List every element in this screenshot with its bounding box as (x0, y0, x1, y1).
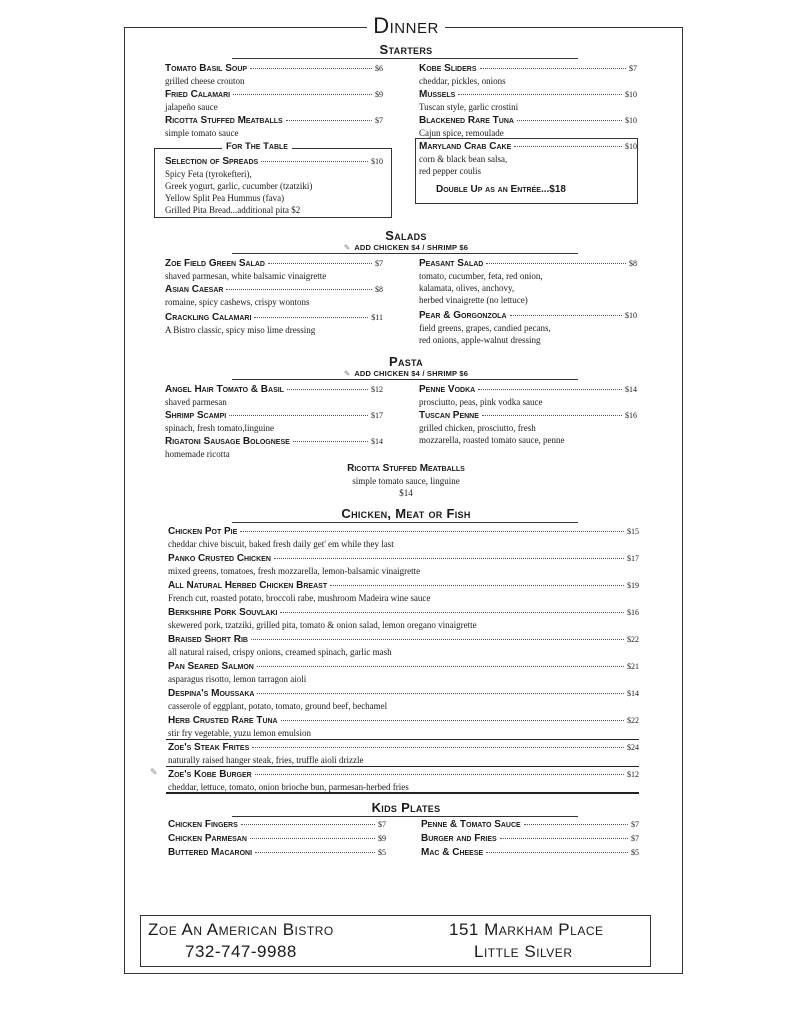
menu-item: Braised Short Rib $22 all natural raised, crispy onions, creamed spinach, garlic mash (168, 634, 639, 657)
menu-item: Penne & Tomato Sauce $7 (421, 819, 639, 830)
menu-item: Tuscan Penne $16 grilled chicken, prosciutto, fresh mozzarella, roasted tomato sauce, penne (419, 410, 637, 445)
menu-item: Fried Calamari $9 jalapeño sauce (165, 89, 383, 112)
menu-item: Blackened Rare Tuna $10 Cajun spice, remoulade (419, 115, 637, 138)
menu-item: Penne Vodka $14 prosciutto, peas, pink vodka sauce (419, 384, 637, 407)
pasta-center-item: Ricotta Stuffed Meatballs simple tomato sauce, linguine $14 (347, 463, 465, 498)
menu-item: Zoe Field Green Salad $7 shaved parmesan, white balsamic vinaigrette (165, 258, 383, 281)
menu-item: Shrimp Scampi $17 spinach, fresh tomato,linguine (165, 410, 383, 433)
starters-heading: Starters (379, 42, 433, 57)
menu-item: Zoe's Steak Frites $24 naturally raised hanger steak, fries, truffle aioli drizzle (168, 742, 639, 765)
menu-item: Chicken Parmesan $9 (168, 833, 386, 844)
restaurant-phone: 732-747-9988 (185, 942, 297, 961)
menu-item: Panko Crusted Chicken $17 mixed greens, tomatoes, fresh mozzarella, lemon-balsamic vinaigrette (168, 553, 639, 576)
chef-icon: ✎ (343, 369, 351, 378)
menu-item: Angel Hair Tomato & Basil $12 shaved parmesan (165, 384, 383, 407)
divider (166, 739, 639, 740)
menu-item: Zoe's Kobe Burger $12 cheddar, lettuce, tomato, onion brioche bun, parmesan-herbed fries (168, 769, 639, 792)
salads-heading: Salads (385, 228, 427, 243)
salads-rule (232, 253, 578, 254)
menu-item: Crackling Calamari $11 A Bistro classic, spicy miso lime dressing (165, 312, 383, 335)
mains-rule (232, 522, 578, 523)
menu-item: Berkshire Pork Souvlaki $16 skewered pork, tzatziki, grilled pita, tomato & onion salad, lemon oregano vinaigrette (168, 607, 639, 630)
menu-item: Pan Seared Salmon $21 asparagus risotto, lemon tarragon aioli (168, 661, 639, 684)
menu-item: Rigatoni Sausage Bolognese $14 homemade ricotta (165, 436, 383, 459)
pasta-note: ✎ ADD CHICKEN $4 / SHRIMP $6 (343, 369, 469, 378)
address-line-1: 151 Markham Place (449, 920, 604, 939)
restaurant-name: Zoe An American Bistro (148, 920, 334, 939)
menu-title-text: Dinner (367, 13, 445, 38)
for-the-table-label: For The Table (222, 141, 292, 152)
menu-item: Peasant Salad $8 tomato, cucumber, feta, red onion, kalamata, olives, anchovy, herbed vinaigrette (no lettuce) (419, 258, 637, 305)
menu-item: Tomato Basil Soup $6 grilled cheese crouton (165, 63, 383, 86)
chef-icon: ✎ (343, 243, 351, 252)
menu-item: Buttered Macaroni $5 (168, 847, 386, 858)
menu-item: Asian Caesar $8 romaine, spicy cashews, crispy wontons (165, 284, 383, 307)
menu-item: Pear & Gorgonzola $10 field greens, grapes, candied pecans, red onions, apple-walnut dressing (419, 310, 637, 345)
divider (166, 766, 639, 767)
divider (166, 792, 639, 794)
mains-heading: Chicken, Meat or Fish (341, 506, 471, 521)
menu-item: Despina's Moussaka $14 casserole of eggplant, potato, tomato, ground beef, bechamel (168, 688, 639, 711)
kids-rule (232, 816, 578, 817)
menu-title (0, 13, 812, 39)
menu-item: Ricotta Stuffed Meatballs $7 simple tomato sauce (165, 115, 383, 138)
menu-item: Mussels $10 Tuscan style, garlic crostini (419, 89, 637, 112)
menu-item: Selection of Spreads $10 Spicy Feta (tyrokefteri), Greek yogurt, garlic, cucumber (tzatziki) Yellow Split Pea Hummus (fava) Grilled Pita Bread...additional pita $2 (165, 156, 383, 215)
kids-heading: Kids Plates (371, 800, 441, 815)
menu-item: Kobe Sliders $7 cheddar, pickles, onions (419, 63, 637, 86)
menu-item: Chicken Fingers $7 (168, 819, 386, 830)
chef-icon: ✎ (150, 768, 158, 778)
starters-rule (232, 58, 578, 59)
menu-item: Chicken Pot Pie $15 cheddar chive biscuit, baked fresh daily get' em while they last (168, 526, 639, 549)
pasta-rule (232, 379, 578, 380)
entree-note: Double Up as an Entrée...$18 (436, 184, 566, 195)
menu-item: Maryland Crab Cake $10 corn & black bean salsa, red pepper coulis (419, 141, 637, 176)
pasta-heading: Pasta (388, 354, 423, 369)
address-line-2: Little Silver (474, 942, 573, 961)
menu-item: Mac & Cheese $5 (421, 847, 639, 858)
menu-item: Herb Crusted Rare Tuna $22 stir fry vegetable, yuzu lemon emulsion (168, 715, 639, 738)
salads-note: ✎ ADD CHICKEN $4 / SHRIMP $6 (343, 243, 469, 252)
menu-item: Burger and Fries $7 (421, 833, 639, 844)
menu-item: All Natural Herbed Chicken Breast $19 French cut, roasted potato, broccoli rabe, mushroom Madeira wine sauce (168, 580, 639, 603)
